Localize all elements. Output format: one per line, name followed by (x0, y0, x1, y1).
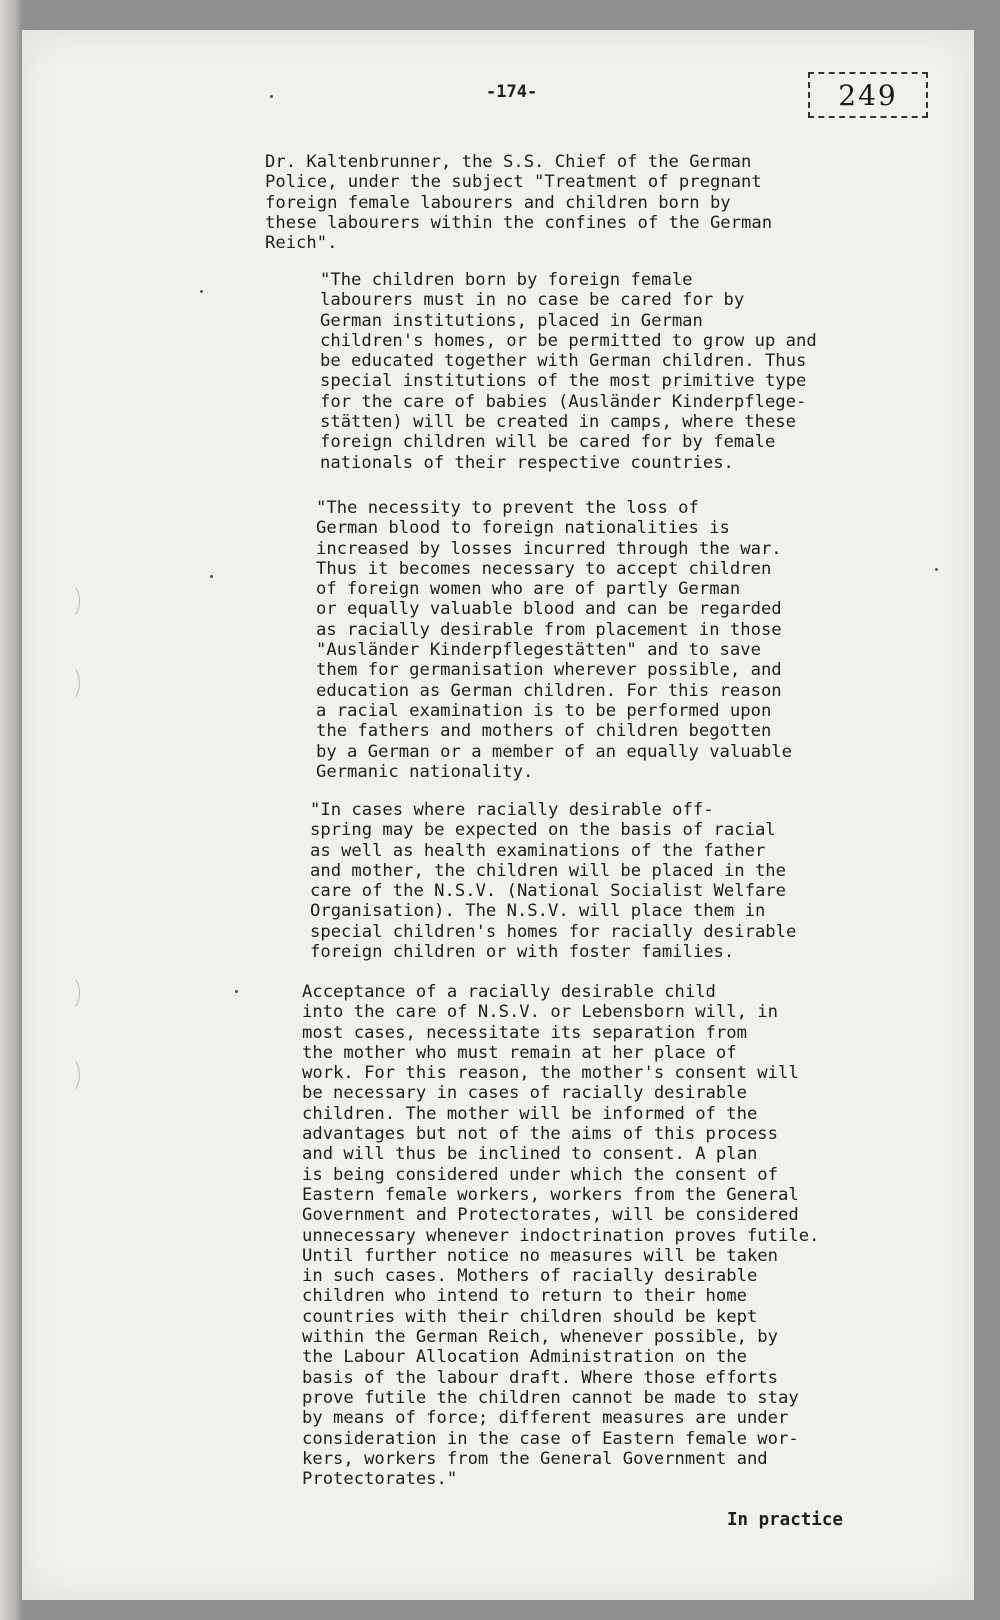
archive-stamp: 249 (808, 72, 928, 118)
paragraph-quote-1: "The children born by foreign female labourers must in no case be cared for by German institutions, placed in German children's homes, or be permitted to grow up and be educated together with German children. Thus special institutions of the most primitive type for the care of babies (Ausländer Kinderpflege- stätten) will be created in camps, where these foreign children will be cared for by female nationals of their respective countries. (320, 270, 817, 473)
punch-hole (58, 1057, 80, 1093)
punch-hole (58, 975, 80, 1011)
speck (235, 990, 238, 993)
paragraph-quote-4: Acceptance of a racially desirable child into the care of N.S.V. or Lebensborn will, in most cases, necessitate its separation from the mother who must remain at her place of work. For this reason, the mother's consent will be necessary in cases of racially desirable children. The mother will be informed of the advantages but not of the aims of this process and will thus be inclined to consent. A plan is being considered under which the consent of Eastern female workers, workers from the General Government and Protectorates, will be considered unnecessary whenever indoctrination proves futile. Until further notice no measures will be taken in such cases. Mothers of racially desirable children who intend to return to their home countries with their children should be kept within the German Reich, whenever possible, by the Labour Allocation Administration on the basis of the labour draft. Where those efforts prove futile the children cannot be made to stay by means of force; different measures are under consideration in the case of Eastern female wor- kers, workers from the General Government and Protectorates." (302, 982, 820, 1490)
binding-edge (0, 0, 22, 1620)
punch-hole (58, 583, 80, 619)
catchword: In practice (727, 1510, 843, 1530)
speck (210, 575, 213, 578)
paragraph-quote-2: "The necessity to prevent the loss of German blood to foreign nationalities is increased by losses incurred through the war. Thus it becomes necessary to accept children of foreign women who are of partly German or equally valuable blood and can be regarded as racially desirable from placement in those "Ausländer Kinderpflegestätten" and to save them for germanisation wherever possible, and education as German children. For this reason a racial examination is to be performed upon the fathers and mothers of children begotten by a German or a member of an equally valuable Germanic nationality. (316, 498, 792, 782)
page-number: -174- (486, 82, 538, 102)
speck (200, 290, 203, 293)
speck (935, 568, 938, 571)
paragraph-intro: Dr. Kaltenbrunner, the S.S. Chief of the German Police, under the subject "Treatment of pregnant foreign female labourers and children born by these labourers within the confines of the German Reich". (265, 152, 773, 254)
paragraph-quote-3: "In cases where racially desirable off- spring may be expected on the basis of racial as well as health examinations of the father and mother, the children will be placed in the care of the N.S.V. (National Socialist Welfare Organisation). The N.S.V. will place them in special children's homes for racially desirable foreign children or with foster families. (310, 800, 797, 963)
punch-hole (58, 665, 80, 701)
speck (270, 95, 273, 98)
